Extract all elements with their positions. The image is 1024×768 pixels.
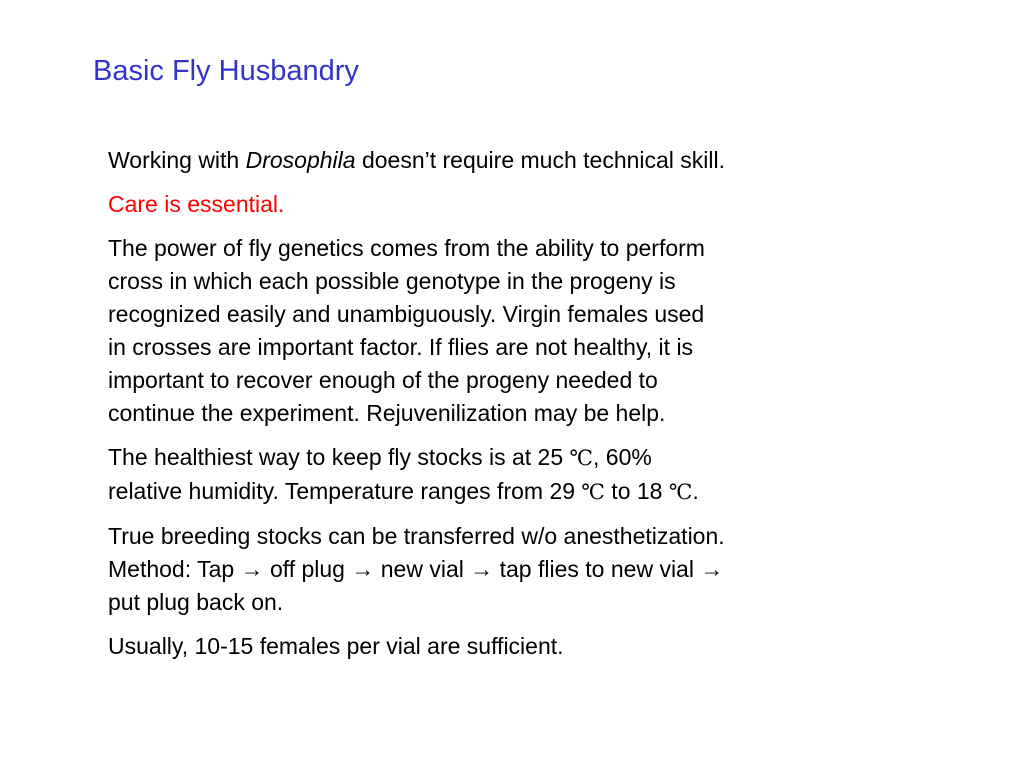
drosophila-italic: Drosophila — [245, 147, 356, 173]
paragraph-transfer-method — [108, 520, 908, 619]
paragraph-line: True breeding stocks can be transferred w/o anesthetization. — [108, 523, 725, 549]
celsius-symbol: ℃ — [581, 480, 605, 504]
paragraph-line: recognized easily and unambiguously. Virgin females used — [108, 301, 705, 327]
paragraph-care-essential: Care is essential. — [108, 191, 285, 217]
paragraph-drosophila — [108, 144, 908, 177]
paragraph-line: in crosses are important factor. If flies are not healthy, it is — [108, 334, 694, 360]
paragraph-line: cross in which each possible genotype in the progeny is — [108, 268, 676, 294]
temp-line1-post: , 60% — [593, 444, 652, 470]
temp-line2-mid: to 18 — [604, 478, 669, 504]
paragraph-line: continue the experiment. Rejuvenilization may be help. — [108, 400, 666, 426]
paragraph-line: The power of fly genetics comes from the ability to perform — [108, 235, 705, 261]
paragraph-drosophila-post: doesn’t require much technical skill. — [355, 147, 726, 173]
slide-body — [108, 144, 908, 674]
paragraph-fly-genetics — [108, 232, 908, 430]
temp-line2-post: . — [692, 478, 699, 504]
temp-line1-pre: The healthiest way to keep fly stocks is at 25 — [108, 444, 570, 470]
paragraph-temperature — [108, 441, 908, 509]
paragraph-line: important to recover enough of the progeny needed to — [108, 367, 658, 393]
celsius-symbol: ℃ — [668, 480, 693, 504]
temp-line2-pre: relative humidity. Temperature ranges from 29 — [108, 478, 582, 504]
paragraph-line — [108, 475, 908, 509]
paragraph-drosophila-pre: Working with — [108, 147, 246, 173]
paragraph-line — [108, 441, 908, 475]
paragraph-females-per-vial: Usually, 10-15 females per vial are sufficient. — [108, 633, 564, 659]
celsius-symbol: ℃ — [569, 446, 594, 470]
paragraph-line: put plug back on. — [108, 589, 284, 615]
slide-title: Basic Fly Husbandry — [93, 55, 359, 87]
paragraph-line: Method: Tap → off plug → new vial → tap flies to new vial → — [108, 556, 724, 582]
